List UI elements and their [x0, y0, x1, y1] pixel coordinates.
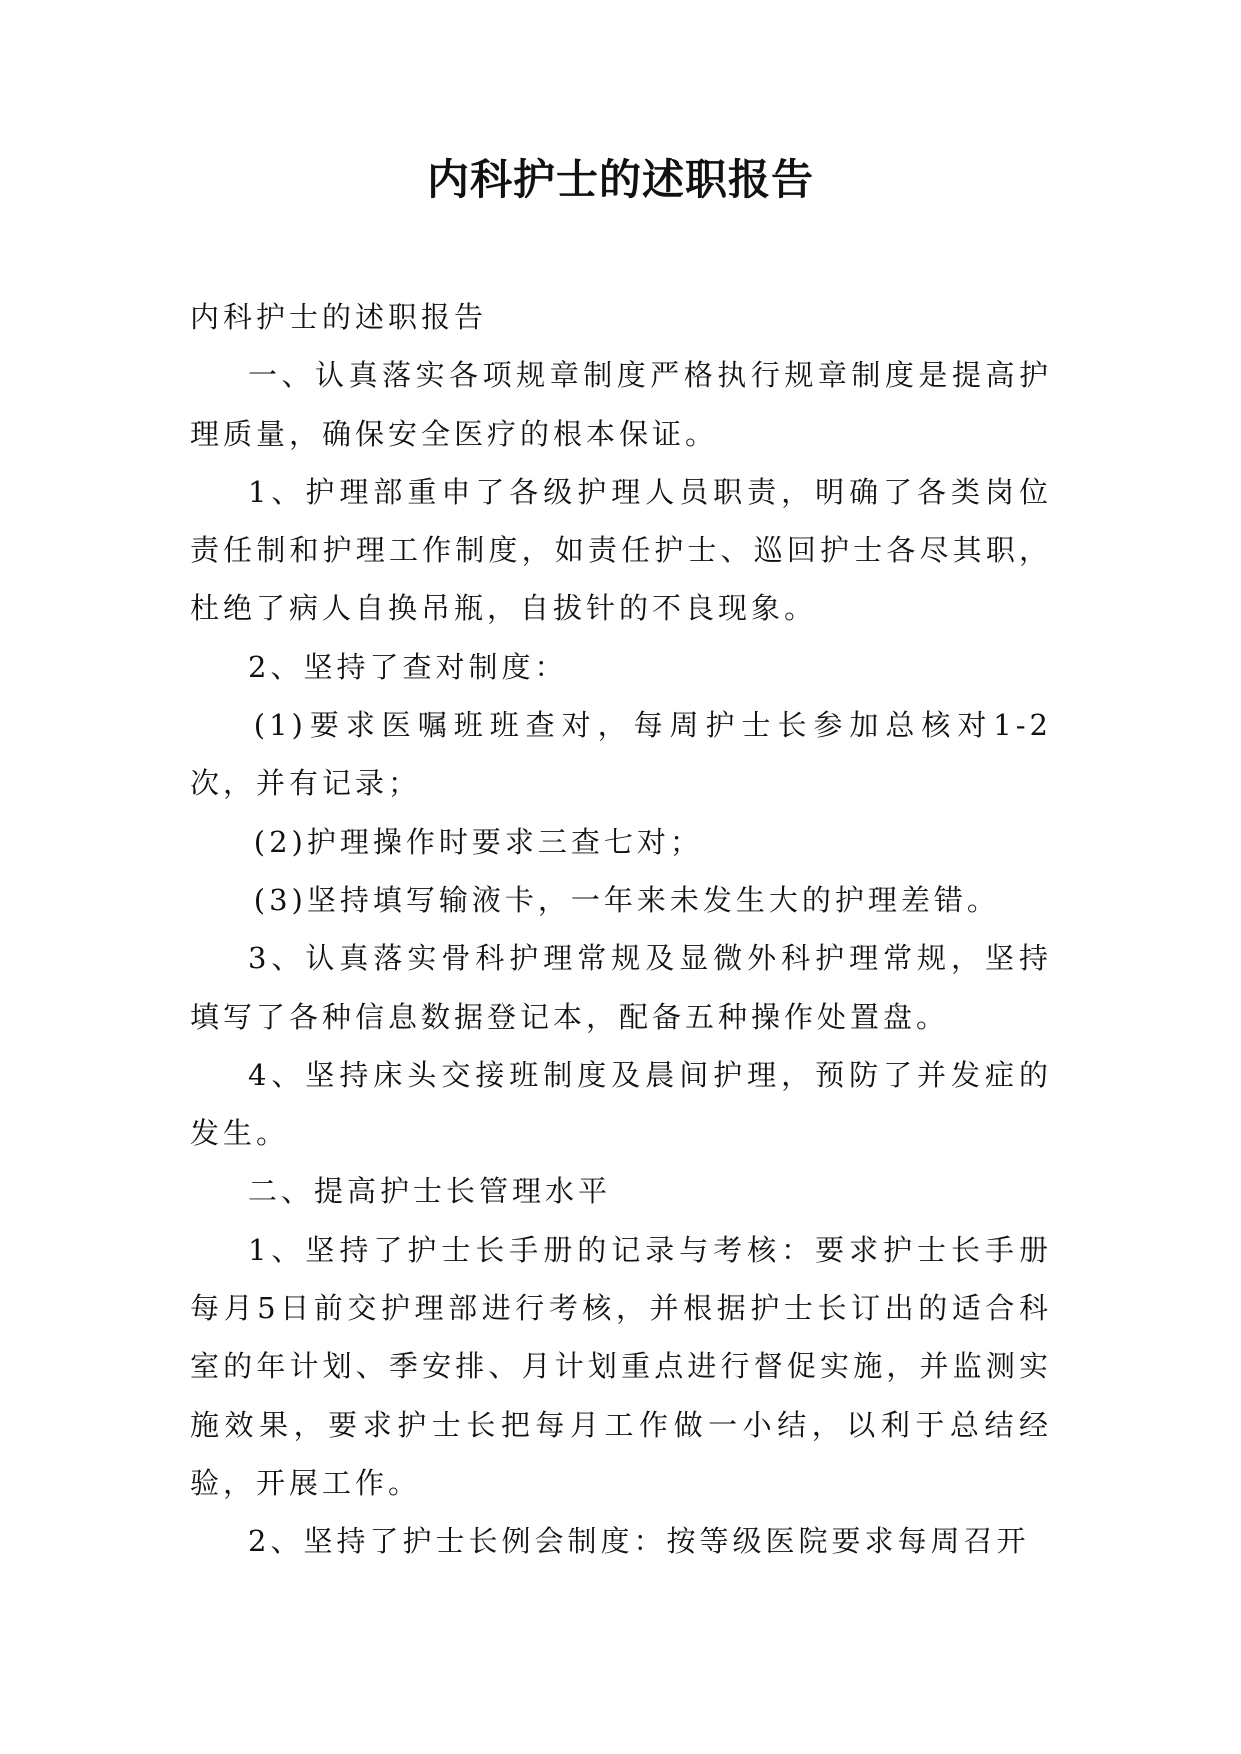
paragraph-subitem-2: (2)护理操作时要求三查七对； [253, 824, 703, 859]
paragraph-heading: 内科护士的述职报告 [190, 300, 488, 334]
paragraph-item-2-2: 2、坚持了护士长例会制度：按等级医院要求每周召开 [248, 1524, 1030, 1559]
paragraph-subitem-3: (3)坚持填写输液卡，一年来未发生大的护理差错。 [253, 882, 1000, 917]
paragraph-item-1-1: 1、护理部重申了各级护理人员职责，明确了各类岗位责任制和护理工作制度，如责任护士、巡回护士各尽其职，杜绝了病人自换吊瓶，自拔针的不良现象。 [190, 474, 1052, 626]
paragraph-section-2: 二、提高护士长管理水平 [248, 1174, 612, 1209]
paragraph-section-1: 一、认真落实各项规章制度严格执行规章制度是提高护理质量，确保安全医疗的根本保证。 [190, 358, 1052, 451]
paragraph-subitem-1: (1)要求医嘱班班查对，每周护士长参加总核对1-2次，并有记录； [190, 708, 1052, 801]
document-title: 内科护士的述职报告 [426, 155, 814, 204]
paragraph-item-2-1: 1、坚持了护士长手册的记录与考核：要求护士长手册每月5日前交护理部进行考核，并根据护士长订出的适合科室的年计划、季安排、月计划重点进行督促实施，并监测实施效果，要求护士长把每月工作做一小结，以利于总结经验，开展工作。 [190, 1232, 1052, 1500]
paragraph-item-1-2: 2、坚持了查对制度： [248, 649, 568, 684]
paragraph-item-1-4: 4、坚持床头交接班制度及晨间护理，预防了并发症的发生。 [190, 1057, 1052, 1151]
paragraph-item-1-3: 3、认真落实骨科护理常规及显微外科护理常规，坚持填写了各种信息数据登记本，配备五种操作处置盘。 [190, 941, 1052, 1034]
document-body [190, 288, 1052, 1571]
